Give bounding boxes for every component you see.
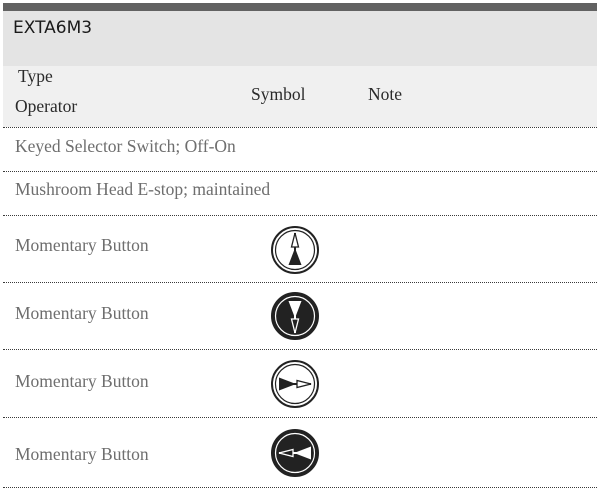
divider (3, 417, 597, 418)
row-operator: Momentary Button (15, 371, 149, 391)
arrow-up-outline-icon (270, 225, 320, 275)
header-symbol: Symbol (251, 84, 306, 104)
arrow-down-filled-icon (270, 291, 320, 341)
divider (3, 215, 597, 216)
title-band (3, 11, 597, 66)
row-operator: Momentary Button (15, 235, 149, 255)
header-operator: Operator (15, 96, 78, 116)
header-type: Type (18, 66, 53, 86)
arrow-left-filled-icon (270, 428, 320, 478)
arrow-right-outline-icon (270, 359, 320, 409)
row-operator: Momentary Button (15, 303, 149, 323)
divider (3, 127, 597, 128)
document-title: EXTA6M3 (13, 18, 93, 38)
divider (3, 487, 597, 488)
header-note: Note (368, 84, 403, 104)
row-operator: Momentary Button (15, 444, 149, 464)
divider (3, 171, 597, 172)
row-operator: Mushroom Head E-stop; maintained (15, 179, 271, 199)
top-rule (3, 3, 597, 11)
row-operator: Keyed Selector Switch; Off-On (15, 136, 236, 156)
divider (3, 282, 597, 283)
divider (3, 349, 597, 350)
